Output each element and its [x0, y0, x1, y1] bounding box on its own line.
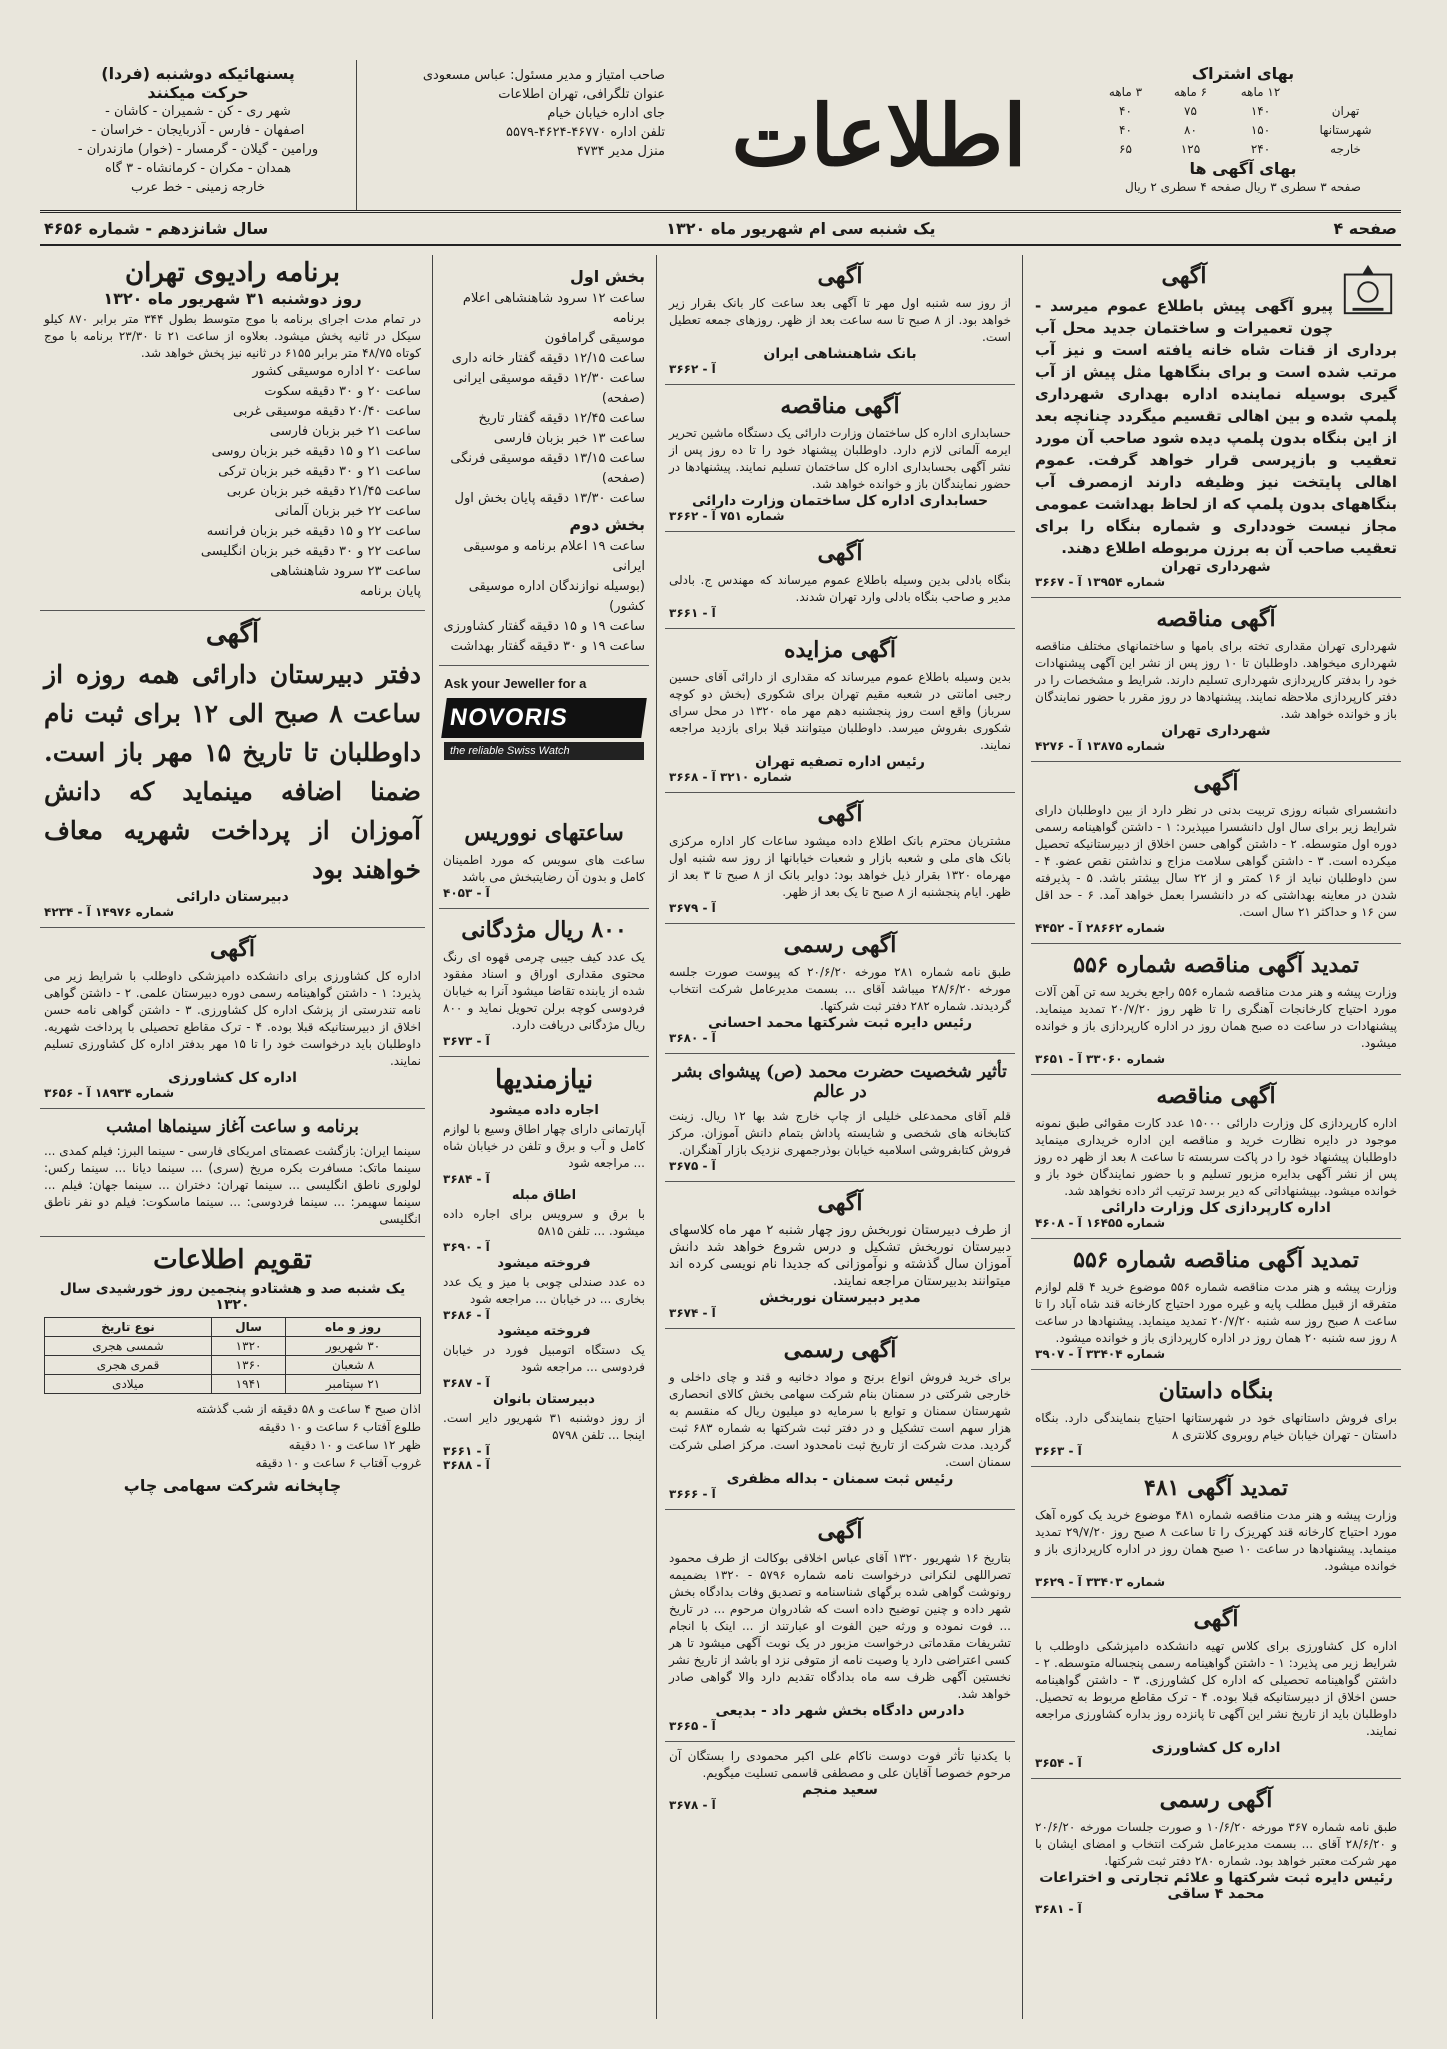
- ad-text: قلم آقای محمدعلی خلیلی از چاپ خارج شد بها ۱۲ ریال. زینت کتابخانه های شخصی و شایسته پاداش بتمام دانش آموزان. مرکز فروش کتابفروشی اسلامیه خیابان بوذرجمهری نزدیک بازار آهنگران.: [669, 1109, 1012, 1157]
- radio-line: ساعت ۱۲/۴۵ دقیقه گفتار تاریخ: [478, 411, 645, 426]
- calendar-cell: قمری هجری: [45, 1356, 212, 1375]
- ad-title: آگهی: [205, 619, 260, 649]
- column-1: [1022, 255, 1401, 2019]
- ad-reference: آ - ۳۶۸۱: [1035, 1902, 1082, 1916]
- newspaper-logo: اطلاعات: [731, 85, 1027, 185]
- ad-reference: آ - ۳۶۶۶: [669, 1487, 716, 1501]
- calendar-cell: ۱۳۶۰: [212, 1356, 286, 1375]
- issue-number: سال شانزدهم - شماره ۴۶۵۶: [44, 219, 269, 238]
- radio-line: ساعت ۱۹ اعلام برنامه و موسیقی ایرانی: [463, 539, 645, 574]
- ad-title: آگهی مناقصه: [1156, 1083, 1276, 1109]
- sub-cell: ۴۰: [1119, 123, 1132, 137]
- ad-title: آگهی: [817, 801, 863, 827]
- column-2: [656, 255, 1015, 2019]
- classified-heading: فروخته میشود: [497, 1324, 591, 1339]
- classified-ref: آ - ۳۶۸۶: [443, 1308, 490, 1322]
- ad-reference: آ - ۳۶۶۵: [669, 1719, 716, 1733]
- sub-cell: ۲۴۰: [1250, 142, 1271, 156]
- masthead-info: [357, 60, 673, 210]
- calendar-cell: ۲۱ سپتامبر: [286, 1375, 421, 1394]
- post-heading: پسنهائیکه دوشنبه (فردا): [101, 64, 295, 83]
- radio-line: ساعت ۲۱/۴۵ دقیقه خبر بزبان عربی: [226, 484, 421, 499]
- ad-text: اداره کارپردازی کل وزارت دارائی ۱۵۰۰۰ عدد کارت مقوائی طبق نمونه موجود در دایره نظارت خرید و مناقصه این اداره خریداری مینماید داوطلبان پیشنهاد خود را در پاکت سربسته تا ساعت ۸ بعد از ظهر ده روز پس از نشر آگهی بدایره مزبور تسلیم و با حضور نمایندگان خود باز و خوانده میشود. بپیشنهاداتی که دیر برسد ترتیب اثر داده نخواهد شد.: [1035, 1116, 1397, 1198]
- ad-text: ساعت های سویس که مورد اطمینان کامل و بدون آن رضایتبخش می باشد: [443, 853, 645, 884]
- ad-reference: شماره ۷۵۱ آ - ۳۶۶۲: [669, 509, 785, 523]
- prayer-times: [44, 1400, 421, 1472]
- post-line: خارجه زمینی - خط عرب: [131, 180, 265, 195]
- sub-col: ۱۲ ماهه: [1240, 85, 1281, 99]
- radio-line: ساعت ۲۰ و ۳۰ دقیقه سکوت: [264, 384, 421, 399]
- calendar-header: سال: [212, 1318, 286, 1337]
- ad-text: برای فروش داستانهای خود در شهرستانها احتیاج بنمایندگی دارد. بنگاه داستان - تهران خیابان خیام روبروی کلانتری ۸: [1035, 1411, 1397, 1442]
- ad-block: [665, 1182, 1015, 1329]
- reward-ad: [439, 909, 649, 1057]
- sky-line: غروب آفتاب ۶ ساعت و ۱۰ دقیقه: [255, 1456, 421, 1470]
- ad-reference: آ - ۳۶۵۴: [1035, 1756, 1082, 1770]
- radio-line: ساعت ۲۲ خبر بزبان آلمانی: [274, 504, 421, 519]
- radio-line: ساعت ۱۲/۱۵ دقیقه گفتار خانه داری: [451, 351, 645, 366]
- notice-text: با یکدنیا تأثر فوت دوست ناکام علی اکبر محمودی را بستگان آن مرحوم خصوصا آقایان علی و مصطفی قاسمی تسلیت میگویم.: [669, 1749, 1011, 1780]
- coat-of-arms-icon: [1339, 261, 1397, 319]
- sub-cell: ۱۵۰: [1250, 123, 1271, 137]
- ad-block: [665, 1510, 1015, 1742]
- ad-signature: رئیس ثبت سمنان - بداله مظفری: [726, 1471, 954, 1487]
- ad-text: یک عدد کیف جیبی چرمی قهوه ای رنگ محتوی مقداری اوراق و اسناد مفقود شده از یابنده تقاضا میشود آنرا به خیابان فردوسی کوچه برلن تحویل نماید و ۸۰۰ ریال مژدگانی دریافت دارد.: [443, 950, 645, 1032]
- calendar-header: نوع تاریخ: [45, 1318, 212, 1337]
- ad-signature: بانک شاهنشاهی ایران: [763, 346, 917, 362]
- ads-heading: بهای آگهی ها: [1189, 159, 1297, 178]
- ad-reference: آ - ۳۶۸۰: [669, 1031, 716, 1045]
- classified-ref: آ - ۳۶۸۴: [443, 1172, 490, 1186]
- ad-text: اداره کل کشاورزی برای کلاس تهیه دانشکده دامپزشکی داوطلب با شرایط زیر می پذیرد: ۱ - داشتن گواهینامه رسمی پنجساله متوسطه. ۲ - داشتن گواهینامه تحصیلی که اداره کل کشاورزی. ۳ - داشتن گواهینامه حسن اخلاق از دبیرستانیکه قبلا بوده. ۴ - ترک مقاطع مربوط به تحصیل. داوطلبان باید از تاریخ نشر این آگهی تا پانزده روز بداره کشاورزی مراجعه نمایند.: [1035, 1639, 1398, 1738]
- classified-heading: دبیرستان بانوان: [493, 1392, 595, 1407]
- ad-text: برای خرید فروش انواع برنج و مواد دخانیه و قند و چای داخلی و خارجی شرکتی در سمنان بنام شرکت سهامی بخش کالای انحصاری شهرستان سمنان و توابع با سرمایه دو میلیون ریال که منقسم به هزار سهم است تشکیل و در دفتر ثبت شرکتها به شماره ۶۸۳ ثبت گردید. مدت شرکت از تاریخ ثبت نامحدود است. مرکز اصلی شرکت سمنان است.: [669, 1370, 1011, 1469]
- ad-block: [665, 1054, 1015, 1182]
- ad-text: شهرداری تهران مقداری تخته برای بامها و ساختمانهای مختلف مناقصه شهرداری میخواهد. داوطلبان تا ۱۰ روز پس از نشر این آگهی پیشنهادات خود را بدفتر کارپردازی شهرداری تسلیم دارند. شرایط و مشخصات را در دفتر کارپردازی ملاحظه نمایند. پیشنهادها در روز مقرر با حضور نمایندگان باز و خوانده خواهد شد.: [1035, 639, 1398, 721]
- ad-signature: رئیس دایره ثبت شرکتها و علائم تجارتی و اختراعات محمد ۴ ساقی: [1039, 1870, 1393, 1902]
- radio-line: ساعت ۱۳/۱۵ دقیقه موسیقی فرنگی (صفحه): [450, 451, 645, 486]
- novoris-tagline: the reliable Swiss Watch: [444, 742, 644, 760]
- calendar-cell: ۱۳۲۰: [212, 1337, 286, 1356]
- classified-ref: آ - ۳۶۶۱: [443, 1444, 490, 1458]
- calendar-cell: شمسی هجری: [45, 1337, 212, 1356]
- radio-line: ساعت ۱۲ سرود شاهنشاهی اعلام برنامه: [462, 291, 645, 326]
- calendar-cell: ۱۹۴۱: [212, 1375, 286, 1394]
- calendar: [40, 1237, 425, 1503]
- info-line: عنوان تلگرافی، تهران اطلاعات: [498, 87, 665, 102]
- condolence-notice: [665, 1742, 1015, 1820]
- ad-reference: شماره ۱۸۹۳۴ آ - ۳۶۵۶: [44, 1086, 175, 1100]
- ad-title: آگهی: [817, 263, 863, 289]
- classified-ref: آ - ۳۶۹۰: [443, 1240, 490, 1254]
- info-line: تلفن اداره ۴۶۷۷۰-۴۶۲۴-۵۵۷۹: [506, 125, 665, 140]
- ad-signature: اداره کارپردازی کل وزارت دارائی: [1101, 1200, 1331, 1216]
- ad-block: [665, 385, 1015, 532]
- ad-block: [665, 1329, 1015, 1510]
- ad-reference: آ - ۴۰۵۳: [443, 886, 490, 900]
- cinema-listing: [40, 1109, 425, 1237]
- ad-reference: شماره ۳۳۴۰۳ آ - ۳۶۲۹: [1035, 1575, 1166, 1589]
- ad-reference: شماره ۳۲۱۰ آ - ۳۶۶۸: [669, 770, 792, 784]
- radio-part-1: [439, 255, 649, 666]
- ad-block: [665, 532, 1015, 629]
- radio-line: ساعت ۲۱ خبر بزبان فارسی: [269, 424, 421, 439]
- ad-reference: شماره ۱۴۹۷۶ آ - ۴۲۳۴: [44, 905, 175, 919]
- radio-line: ساعت ۲۲ و ۱۵ دقیقه خبر بزبان فرانسه: [206, 524, 421, 539]
- ad-title: آگهی: [1193, 770, 1239, 796]
- ad-reference: آ - ۳۶۷۳: [443, 1034, 490, 1048]
- radio-part2-heading: بخش دوم: [569, 515, 645, 534]
- ad-reference: شماره ۱۳۹۵۴ آ - ۳۶۶۷: [1035, 575, 1166, 589]
- ad-text: پیرو آگهی پیش باطلاع عموم میرسد - چون تعمیرات و ساختمان جدید محل آب برداری از قنات شاه خانه یافته است و نیز آب مرتب شده است و برای بنگاهها مثل پیش از آب گیری بوسیله نماینده اداره بهداری شهرداری پلمپ شده و بین اهالی تقسیم میگردد چنانچه بعد از این بنگاه بدون پلمپ دیده شود صاحب آن مورد تعقیب و بازپرسی قرار خواهد گرفت. عموم اهالی پایتخت نیز وظیفه دارند ازمصرف آب بنگاههای بدون پلمپ که از لحاظ بهداشت عمومی مجاز نیست خودداری و شماره بنگاه را برای تعقیب صاحب آن به برزن مربوطه اطلاع دهند.: [1035, 297, 1397, 557]
- ad-reference: آ - ۳۶۶۲: [669, 362, 716, 376]
- radio-line: ساعت ۱۹ و ۳۰ دقیقه گفتار بهداشت: [450, 639, 645, 654]
- subscription-heading: بهای اشتراک: [1191, 64, 1295, 83]
- ad-text: بنگاه بادلی بدین وسیله باطلاع عموم میرساند که مهندس ج. بادلی مدیر و صاحب بنگاه بادلی وارد تهران شدند.: [669, 573, 1011, 604]
- ad-block: [1031, 1370, 1401, 1467]
- radio-line: ساعت ۱۲/۳۰ دقیقه موسیقی ایرانی (صفحه): [452, 371, 645, 406]
- ad-text: بدین وسیله باطلاع عموم میرساند که مقداری از دارائی آقای حسین رجبی امانتی در شعبه مقیم تهران برای شکوری (بخش دو کوچه سرباز) واقع است روز پنجشنبه دهم مهر ماه ۱۳۲۰ در محل سرای شکوری بفروش میرسد. داوطلبان میتوانند قبلا برای بازدید مراجعه نمایند.: [669, 670, 1011, 752]
- notice-reference: آ - ۳۶۷۸: [669, 1798, 716, 1812]
- ad-reference: شماره ۲۸۶۶۲ آ - ۴۴۵۲: [1035, 921, 1166, 935]
- ad-title: آگهی رسمی: [1159, 1787, 1273, 1813]
- ad-title: ساعتهای نووریس: [464, 820, 624, 846]
- calendar-title: تقویم اطلاعات: [153, 1245, 312, 1275]
- novoris-ask: Ask your Jeweller for a: [444, 676, 587, 691]
- radio-line: ساعت ۱۳ خبر بزبان فارسی: [493, 431, 645, 446]
- sub-cell: ۴۰: [1119, 104, 1132, 118]
- radio-line: (بوسیله نوازندگان اداره موسیقی کشور): [468, 579, 645, 614]
- sky-line: اذان صبح ۴ ساعت و ۵۸ دقیقه از شب گذشته: [196, 1402, 421, 1416]
- ad-title: آگهی: [817, 1190, 863, 1216]
- radio-line: ساعت ۲۰ اداره موسیقی کشور: [252, 364, 421, 379]
- radio-line: پایان برنامه: [359, 584, 421, 599]
- classified-text: از روز دوشنبه ۳۱ شهریور دایر است. اینجا ... تلفن ۵۷۹۸: [443, 1411, 646, 1442]
- ad-title: آگهی: [209, 936, 256, 962]
- classified-heading: فروخته میشود: [497, 1256, 591, 1271]
- ad-signature: اداره کل کشاورزی: [1151, 1740, 1281, 1756]
- ad-text: طبق نامه شماره ۲۸۱ مورخه ۲۰/۶/۲۰ که پیوست صورت جلسه مورخه ۲۸/۶/۲۰ میباشد آقای ... بسمت مدیرعامل شرکت انتخاب گردیدند. شماره ۲۸۲ دفتر ثبت شرکتها.: [669, 965, 1011, 1013]
- ad-signature: دادرس دادگاه بخش شهر داد - بدیعی: [715, 1703, 965, 1719]
- calendar-table: [44, 1317, 421, 1394]
- ad-text: از روز سه شنبه اول مهر تا آگهی بعد ساعت کار بانک بقرار زیر خواهد بود. از ۸ صبح تا سه ساعت بعد از ظهر. روزهای جمعه تعطیل است.: [669, 296, 1011, 344]
- ad-reference: آ - ۳۶۷۴: [669, 1306, 716, 1320]
- ad-signature: رئیس اداره تصفیه تهران: [755, 754, 925, 770]
- ad-block: [40, 611, 425, 928]
- radio-line: ساعت ۲۱ و ۳۰ دقیقه خبر بزبان ترکی: [218, 464, 421, 479]
- sub-cell: خارجه: [1330, 142, 1361, 156]
- ad-block: [1031, 944, 1401, 1075]
- dateline: [40, 213, 1401, 246]
- ad-reference: آ - ۳۶۷۹: [669, 901, 716, 915]
- notice-signature: سعید منجم: [802, 1782, 878, 1798]
- subscription-table: [1093, 83, 1393, 159]
- calendar-cell: ۸ شعبان: [286, 1356, 421, 1375]
- sub-cell: ۶۵: [1119, 142, 1132, 156]
- sub-col: ۳ ماهه: [1108, 85, 1143, 99]
- ad-title: آگهی رسمی: [783, 1337, 897, 1363]
- ad-signature: شهرداری تهران: [1161, 723, 1271, 739]
- printer-credit: چاپخانه شرکت سهامی چاپ: [123, 1476, 342, 1495]
- ad-reference: شماره ۳۳۰۶۰ آ - ۳۶۵۱: [1035, 1052, 1166, 1066]
- classified-text: یک دستگاه اتومبیل فورد در خیابان فردوسی ... مراجعه شود: [443, 1343, 645, 1374]
- ad-block: [1031, 255, 1401, 598]
- ad-text: مشتریان محترم بانک اطلاع داده میشود ساعات کار اداره مرکزی بانک های ملی و شعبه بازار و شعبات خیابانها از روز سه شنبه اول مهرماه ۱۳۲۰ بقرار ذیل خواهد بود: دوایر بانک از ۸ صبح تا ۳ بعد از ظهر. ایام پنجشنبه از ۸ صبح تا یک بعد از ظهر.: [669, 834, 1012, 899]
- ad-reference: شماره ۱۶۴۵۵ آ - ۴۶۰۸: [1035, 1216, 1166, 1230]
- classified-text: ده عدد صندلی چوبی با میز و یک عدد بخاری ... در خیابان ... مراجعه شود: [443, 1275, 645, 1306]
- radio-line: ساعت ۱۹ و ۱۵ دقیقه گفتار کشاورزی: [443, 619, 645, 634]
- classified-text: آپارتمانی دارای چهار اطاق وسیع با لوازم کامل و آب و برق و تلفن در خیابان شاه ... مراجعه شود: [443, 1122, 645, 1170]
- ad-block: [1031, 1598, 1401, 1779]
- ad-signature: شهرداری تهران: [1161, 559, 1271, 575]
- radio-title: برنامه رادیوی تهران: [125, 258, 340, 288]
- radio-line: ساعت ۲۲ و ۳۰ دقیقه خبر بزبان انگلیسی: [200, 544, 421, 559]
- radio-line: موسیقی گرامافون: [544, 331, 645, 346]
- post-line: ورامین - گیلان - گرمسار - (خوار) مازندران -: [77, 142, 319, 157]
- novoris-ad: [439, 666, 649, 909]
- radio-line: ساعت ۱۳/۳۰ دقیقه پایان بخش اول: [454, 491, 645, 506]
- ad-signature: مدیر دبیرستان نوربخش: [759, 1290, 921, 1306]
- ad-signature: رئیس دایره ثبت شرکتها محمد احسانی: [707, 1015, 973, 1031]
- sky-line: طلوع آفتاب ۶ ساعت و ۱۰ دقیقه: [258, 1420, 421, 1434]
- post-subheading: حرکت میکنند: [147, 83, 249, 102]
- ad-reference: آ - ۳۶۷۵: [669, 1159, 716, 1173]
- cinema-text: سینما ایران: بازگشت عصمتای امریکای فارسی - سینما البرز: فیلم کمدی ... سینما ماتک: مسافرت بکره مریخ (سری) ... سینما دیانا ... سینما رکس: لولوری ناطق انگلیسی ... سینما تهران: دختران ... سینما جهان: فیلم ... سینما سهیمر: ... سینما فردوسی: ... سینما ماسکوت: فیلم دو نفر ناطق انگلیسی: [44, 1144, 421, 1226]
- ad-block: [665, 255, 1015, 385]
- ad-title: ۸۰۰ ریال مژدگانی: [461, 917, 627, 943]
- sub-cell: ۷۵: [1184, 104, 1197, 118]
- post-schedule-box: [40, 60, 357, 210]
- info-line: صاحب امتیاز و مدیر مسئول: عباس مسعودی: [422, 68, 665, 83]
- ad-block: [1031, 1467, 1401, 1598]
- ad-signature: اداره کل کشاورزی: [168, 1070, 297, 1086]
- post-line: شهر ری - کن - شمیران - کاشان -: [105, 104, 291, 119]
- radio-line: ساعت ۲۳ سرود شاهنشاهی: [270, 564, 421, 579]
- calendar-subtitle: یک شنبه صد و هشتادو پنجمین روز خورشیدی سال ۱۳۲۰: [59, 1281, 406, 1313]
- sub-cell: تهران: [1331, 104, 1360, 118]
- ad-block: [665, 924, 1015, 1054]
- radio-program: [40, 255, 425, 611]
- ad-text: دانشسرای شبانه روزی تربیت بدنی در نظر دارد از بین داوطلبان دارای شرایط زیر برای سال اول دانشسرا میپذیرد: ۱ - داشتن گواهینامه رسمی دوره اول متوسطه. ۲ - داشتن گواهی حسن اخلاق از دبیرستانیکه تحصیل میکرده است. ۳ - داشتن گواهی سلامت مزاج و نداشتن نقص عضو. ۴ - سن داوطلبان نباید از ۱۶ کمتر و از ۲۲ سال بیشتر باشد. ۵ - پذیرفته شدن در معاینه بهداشتی که در دانشسرا بعمل خواهد آمد. ۶ - حد اقل سن ۱۶ و حداکثر ۲۱ سال است.: [1035, 803, 1398, 919]
- ad-block: [1031, 1779, 1401, 1924]
- subscription-box: [1085, 60, 1401, 210]
- ad-signature: حسابداری اداره کل ساختمان وزارت دارائی: [691, 493, 989, 509]
- ad-block: [665, 793, 1015, 924]
- ad-title: آگهی: [1161, 263, 1207, 289]
- calendar-header: روز و ماه: [286, 1318, 421, 1337]
- ad-title: تمدید آگهی ۴۸۱: [1144, 1475, 1288, 1501]
- classified-heading: اجاره داده میشود: [489, 1103, 599, 1118]
- column-3: [432, 255, 649, 2019]
- novoris-brand: NOVORIS: [441, 698, 647, 738]
- ad-text: وزارت پیشه و هنر مدت مناقصه شماره ۵۵۶ راجع بخرید سه تن آهن آلات مورد احتیاج کارخانجات آهنگری را تا ظهر روز ۲۰/۷/۲۰ تمدید مینماید. پیشنهادات در ساعت ده صبح همان روز در اداره کارپردازی باز و خوانده میشود.: [1035, 985, 1398, 1050]
- ad-title: تأثیر شخصیت حضرت محمد (ص) پیشوای بشر در عالم: [673, 1062, 1007, 1102]
- ad-title: آگهی مناقصه: [1156, 606, 1276, 632]
- ad-block: [1031, 762, 1401, 944]
- radio-part1-heading: بخش اول: [569, 267, 645, 286]
- ad-reference: شماره ۳۳۴۰۴ آ - ۳۹۰۷: [1035, 1347, 1166, 1361]
- classifieds-title: نیازمندیها: [494, 1065, 594, 1095]
- masthead: [40, 60, 1401, 213]
- radio-intro: در تمام مدت اجرای برنامه با موج متوسط بطول ۳۴۴ متر برابر ۸۷۰ کیلو سیکل در ثانیه پخش میشود. بعلاوه از ساعت ۲۱ تا ۲۳/۳۰ برنامه با موج کوتاه ۴۸/۷۵ متر برابر ۶۱۵۵ در ثانیه نیز پخش خواهد شد.: [44, 312, 422, 360]
- ad-reference: شماره ۱۳۸۷۵ آ - ۴۲۷۶: [1035, 739, 1166, 753]
- ad-title: آگهی رسمی: [783, 932, 897, 958]
- ads-rate: صفحه ۳ سطری ۳ ریال صفحه ۴ سطری ۲ ریال: [1125, 180, 1361, 194]
- columns: [40, 255, 1401, 2019]
- ad-block: [1031, 1075, 1401, 1239]
- classified-ref: آ - ۳۶۸۷: [443, 1376, 490, 1390]
- classified-text: با برق و سرویس برای اجاره داده میشود. ... تلفن ۵۸۱۵: [443, 1207, 645, 1238]
- cinema-title: برنامه و ساعت آغاز سینماها امشب: [106, 1117, 359, 1137]
- sub-col: ۶ ماهه: [1173, 85, 1208, 99]
- ad-text: دفتر دبیرستان دارائی همه روزه از ساعت ۸ صبح الی ۱۲ برای ثبت نام داوطلبان تا تاریخ ۱۵ مهر باز است. ضمنا اضافه مینماید که دانش آموزان از پرداخت شهریه معاف خواهند بود: [44, 660, 422, 884]
- radio-line: ساعت ۲۰/۴۰ دقیقه موسیقی غربی: [232, 404, 421, 419]
- radio-line: ساعت ۲۱ و ۱۵ دقیقه خبر بزبان روسی: [211, 444, 421, 459]
- ad-text: اداره کل کشاورزی برای دانشکده دامپزشکی داوطلب با شرایط زیر می پذیرد: ۱ - داشتن گواهینامه رسمی دوره دبیرستان علمی. ۲ - داشتن گواهی نامه تندرستی از پزشک اداره کل کشاورزی. ۳ - داشتن گواهی نامه حسن اخلاق از دبیرستانیکه قبلا بوده. ۴ - ترک مقاطع تحصیلی با پرداخت شهریه. داوطلبان باید درخواست خود را تا ۱۵ مهر بدفتر اداره کل کشاورزی تسلیم نمایند.: [44, 969, 421, 1068]
- radio-subtitle: روز دوشنبه ۳۱ شهریور ماه ۱۳۲۰: [103, 289, 362, 308]
- ad-text: حسابداری اداره کل ساختمان وزارت دارائی یک دستگاه ماشین تحریر ایرمه آلمانی لازم دارد. داوطلبان پیشنهاد خود را تا ده روز پس از نشر آگهی بحسابداری اداره کل ساختمان تسلیم نمایند. پیشنهادها در حضور نمایندگان باز و خوانده خواهد شد.: [669, 426, 1011, 491]
- issue-date: یک شنبه سی ام شهریور ماه ۱۳۲۰: [666, 219, 936, 238]
- ad-block: [1031, 598, 1401, 762]
- classified-heading: اطاق مبله: [511, 1188, 577, 1203]
- post-line: اصفهان - فارس - آذربایجان - خراسان -: [91, 123, 305, 138]
- sky-line: ظهر ۱۲ ساعت و ۱۰ دقیقه: [288, 1438, 421, 1452]
- ad-block: [665, 629, 1015, 793]
- classified-ref: آ - ۳۶۸۸: [443, 1458, 490, 1472]
- ad-block: [40, 928, 425, 1109]
- calendar-cell: ۳۰ شهریور: [286, 1337, 421, 1356]
- page-number: صفحه ۴: [1333, 219, 1397, 238]
- sub-cell: ۱۲۵: [1180, 142, 1201, 156]
- ad-title: آگهی: [1193, 1606, 1239, 1632]
- column-4: [40, 255, 425, 2019]
- ad-signature: دبیرستان دارائی: [176, 889, 289, 905]
- ad-text: از طرف دبیرستان نوربخش روز چهار شنبه ۲ مهر ماه کلاسهای دبیرستان نوربخش تشکیل و درس شروع خواهد شد دانش آموزان سال گذشته و نوآموزانی که جدیدا نام نویسی کرده اند میتوانند بدبیرستان مراجعه نمایند.: [669, 1223, 1011, 1289]
- classifieds: [439, 1057, 649, 1480]
- sub-cell: ۱۴۰: [1250, 104, 1271, 118]
- ad-block: [1031, 1239, 1401, 1370]
- ad-text: بتاریخ ۱۶ شهریور ۱۳۲۰ آقای عباس اخلاقی بوکالت از طرف محمود تصراللهی لنکرانی درخواست نامه شماره ۵۷۹۶ - ۱۳۲۰ بضمیمه رونوشت گواهی شده برگهای شناسنامه و تصدیق وفات بدادگاه بخش شهر داده و چنین توضیح داده است که شادروان مرحوم ... در تاریخ ... فوت نموده و ورثه حین الفوت او عبارتند از ... اینک با انجام تشریفات مقدماتی درخواست مزبور در یک نوبت آگهی میشود تا هر کسی اعتراضی دارد یا وصیت نامه از متوفی نزد او باشد از تاریخ نشر نخستین آگهی ظرف سه ماه بدادگاه تقدیم دارد والا گواهی صادر خواهد شد.: [669, 1551, 1011, 1701]
- ad-title: آگهی مزایده: [784, 637, 896, 663]
- ad-text: وزارت پیشه و هنر مدت مناقصه شماره ۵۵۶ موضوع خرید ۴ قلم لوازم متفرقه از قبیل مطلب پایه و غیره مورد احتیاج کارخانه قند شاه آباد را تا ساعت ۸ صبح روز سه شنبه ۲۰/۷/۲۰ تمدید مینماید. پیشنهادها در ساعت ۸ روز سه شنبه ۲۰ همان روز در اداره کارپردازی باز و خوانده میشود.: [1035, 1280, 1398, 1345]
- ad-title: بنگاه داستان: [1158, 1378, 1274, 1404]
- ad-title: آگهی مناقصه: [780, 393, 900, 419]
- ad-reference: آ - ۳۶۶۱: [669, 606, 716, 620]
- info-line: منزل مدیر ۴۷۳۴: [576, 144, 665, 159]
- ad-title: آگهی: [817, 540, 863, 566]
- sub-cell: شهرستانها: [1319, 123, 1372, 137]
- sub-col: [1298, 83, 1393, 102]
- ad-title: آگهی: [817, 1518, 863, 1544]
- info-line: جای اداره خیابان خیام: [547, 106, 665, 121]
- ad-text: طبق نامه شماره ۳۶۷ مورخه ۱۰/۶/۲۰ و صورت جلسات مورخه ۲۰/۶/۲۰ و ۲۸/۶/۲۰ آقای ... بسمت مدیرعامل شرکت انتخاب و امضای ایشان با مهر شرکت معتبر خواهد بود. شماره ۲۸۰ دفتر ثبت شرکتها.: [1035, 1820, 1398, 1868]
- ad-text: وزارت پیشه و هنر مدت مناقصه شماره ۴۸۱ موضوع خرید یک کوره آهک مورد احتیاج کارخانه قند کهریزک را تا ساعت ۸ صبح روز ۲۹/۷/۲۰ تمدید مینماید. پیشنهادها در ساعت ۱۰ صبح همان روز در اداره کارپردازی باز و خوانده میشود.: [1035, 1508, 1398, 1573]
- novoris-graphic: [444, 676, 644, 816]
- ad-title: تمدید آگهی مناقصه شماره ۵۵۶: [1073, 1247, 1359, 1273]
- post-line: همدان - مکران - کرمانشاه - ۳ گاه: [104, 161, 292, 176]
- ad-reference: آ - ۳۶۶۳: [1035, 1444, 1082, 1458]
- calendar-cell: میلادی: [45, 1375, 212, 1394]
- sub-cell: ۸۰: [1184, 123, 1197, 137]
- ad-title: تمدید آگهی مناقصه شماره ۵۵۶: [1073, 952, 1359, 978]
